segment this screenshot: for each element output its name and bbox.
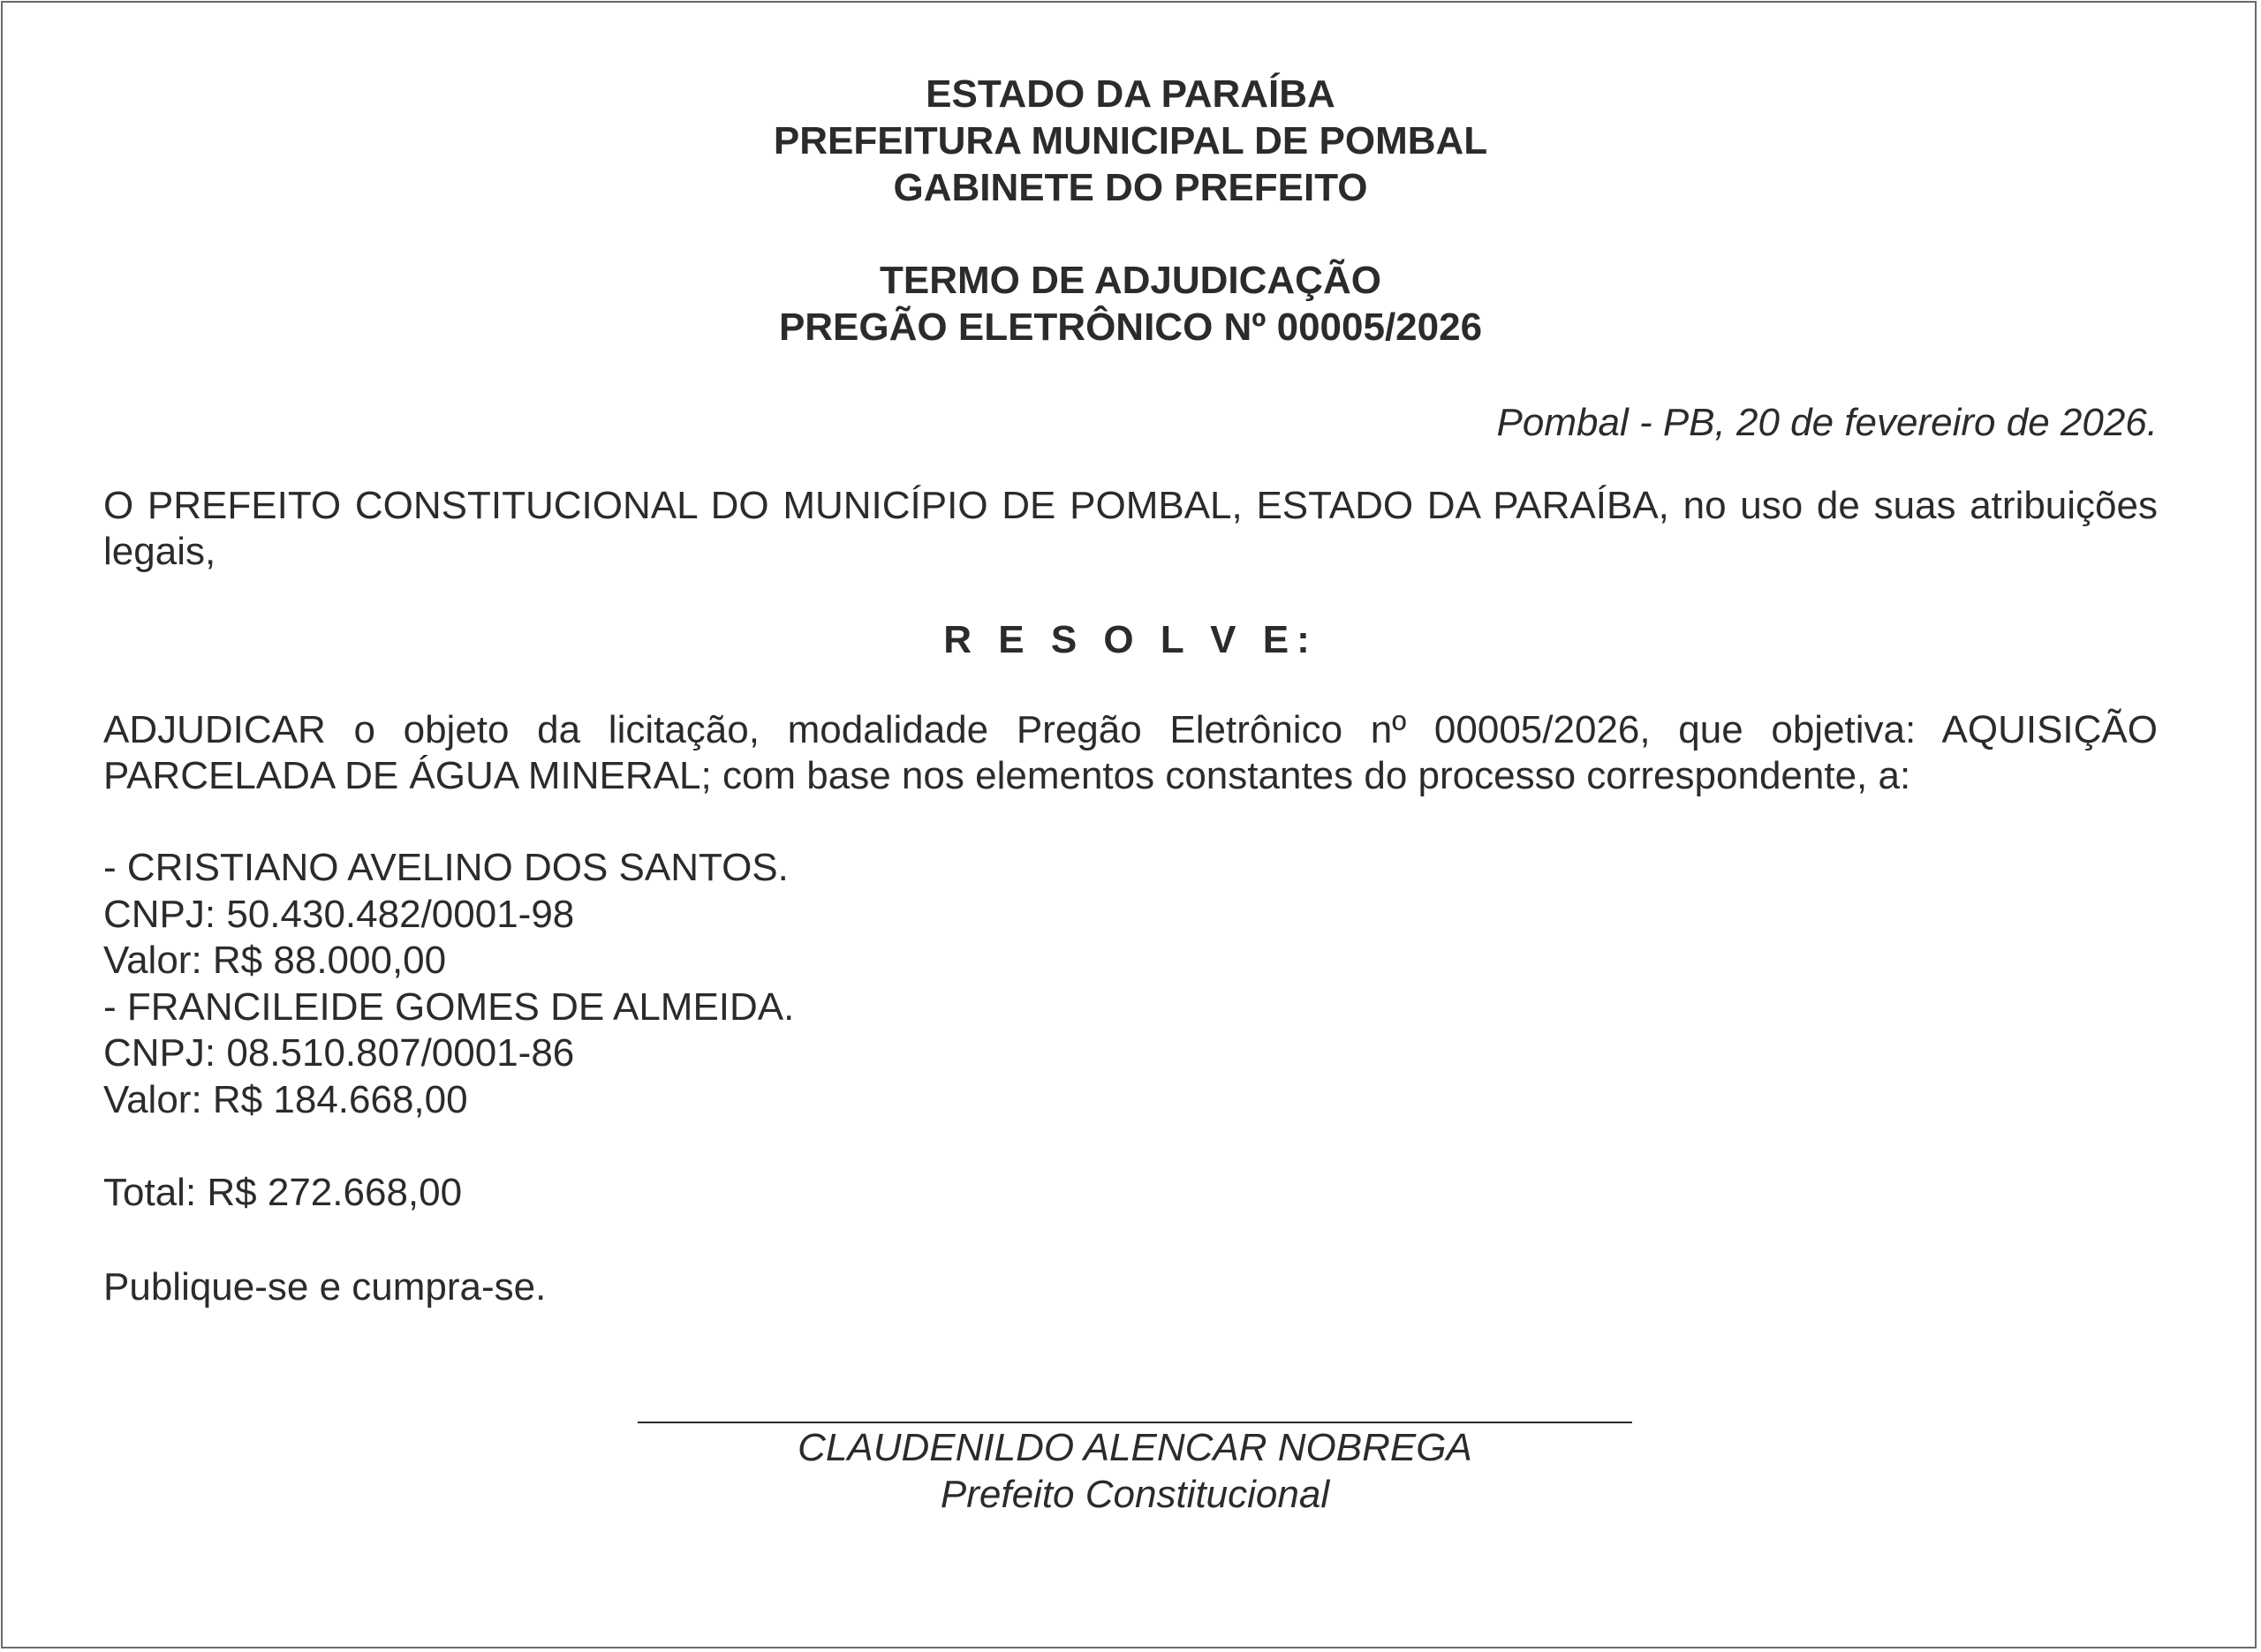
awardee-cnpj: CNPJ: 08.510.807/0001-86 bbox=[103, 1031, 575, 1075]
signature-block bbox=[638, 1424, 1632, 1518]
header-state: ESTADO DA PARAÍBA bbox=[926, 72, 1335, 116]
signatory-name: CLAUDENILDO ALENCAR NOBREGA bbox=[798, 1426, 1472, 1469]
signature-line bbox=[638, 1422, 1632, 1423]
awardee-cnpj: CNPJ: 50.430.482/0001-98 bbox=[103, 892, 575, 936]
signatory-title: Prefeito Constitucional bbox=[940, 1473, 1330, 1516]
process-number: PREGÃO ELETRÔNICO Nº 00005/2026 bbox=[778, 306, 1483, 349]
awardee-value: Valor: R$ 184.668,00 bbox=[103, 1077, 468, 1121]
document-title: TERMO DE ADJUDICAÇÃO bbox=[880, 259, 1381, 302]
document-header bbox=[103, 71, 2158, 351]
header-prefecture: PREFEITURA MUNICIPAL DE POMBAL bbox=[773, 119, 1488, 162]
header-spacer bbox=[103, 211, 2158, 257]
header-office: GABINETE DO PREFEITO bbox=[893, 166, 1368, 209]
adjudication-paragraph: ADJUDICAR o objeto da licitação, modalidade Pregão Eletrônico nº 00005/2026, que objetiva: AQUISIÇÃO PARCELADA DE ÁGUA MINERAL; com base nos elementos constantes do processo correspondente, a: bbox=[103, 708, 2158, 797]
date-line: Pombal - PB, 20 de fevereiro de 2026. bbox=[1496, 401, 2158, 444]
awardee-list bbox=[103, 845, 2158, 1123]
resolve-heading: R E S O L V E: bbox=[943, 618, 1318, 661]
awardee-name: - FRANCILEIDE GOMES DE ALMEIDA. bbox=[103, 984, 795, 1029]
intro-paragraph: O PREFEITO CONSTITUCIONAL DO MUNICÍPIO DE POMBAL, ESTADO DA PARAÍBA, no uso de suas atribuições legais, bbox=[103, 484, 2158, 573]
document-body bbox=[103, 71, 2158, 1310]
awardee-name: - CRISTIANO AVELINO DOS SANTOS. bbox=[103, 846, 789, 889]
total-value: Total: R$ 272.668,00 bbox=[103, 1171, 463, 1214]
awardee-value: Valor: R$ 88.000,00 bbox=[103, 939, 447, 982]
closing-line: Publique-se e cumpra-se. bbox=[103, 1265, 547, 1309]
